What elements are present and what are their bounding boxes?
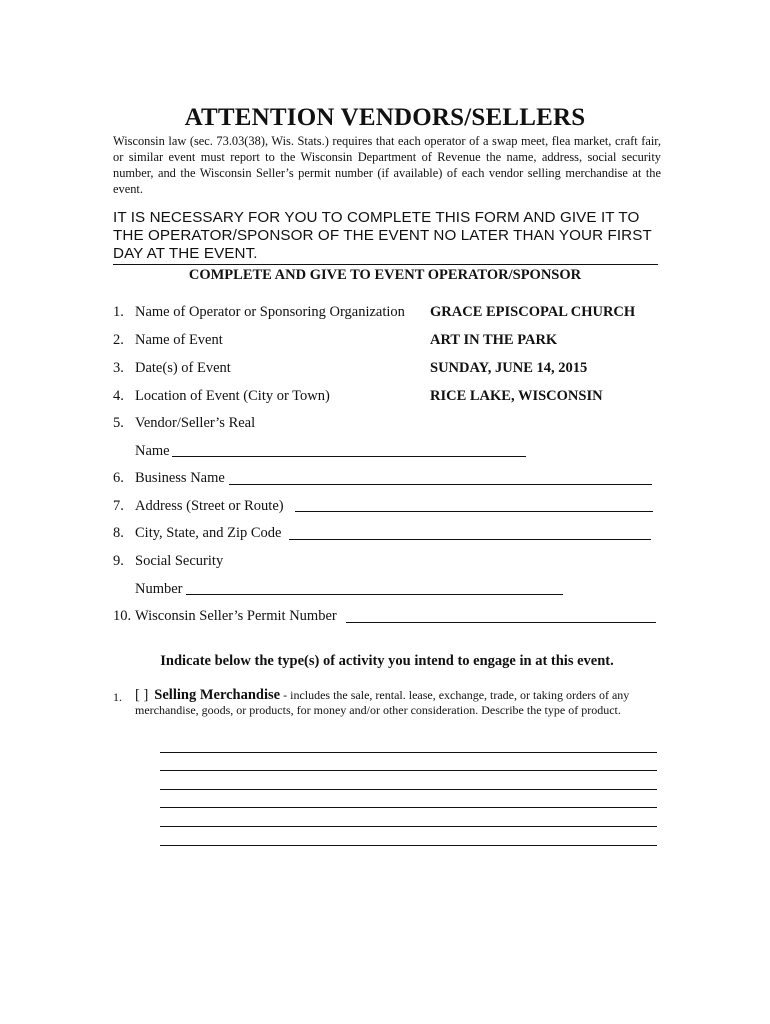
field-continuation-label: Number <box>135 581 183 597</box>
field-number: 6. <box>113 470 124 486</box>
field-event-dates <box>113 358 588 378</box>
activity-number: 1. <box>113 690 122 704</box>
field-number: 4. <box>113 388 124 404</box>
field-number: 1. <box>113 304 124 320</box>
field-label: Date(s) of Event <box>135 360 231 376</box>
field-label: City, State, and Zip Code <box>135 525 282 541</box>
field-value-event-name: ART IN THE PARK <box>430 332 558 348</box>
field-continuation-label: Name <box>135 443 170 459</box>
activity-description: - includes the sale, rental. lease, exchange, trade, or taking orders of any merchandise, goods, or products, for money and/or other consideration. Describe the type of product. <box>135 688 630 717</box>
field-number: 3. <box>113 360 124 376</box>
field-number: 5. <box>113 415 124 431</box>
field-vendor-name <box>113 413 255 433</box>
product-description-line[interactable] <box>160 826 657 827</box>
field-label: Business Name <box>135 470 225 486</box>
field-label: Vendor/Seller’s Real <box>135 415 256 431</box>
city-state-zip-blank[interactable] <box>289 539 651 540</box>
field-label: Address (Street or Route) <box>135 498 284 514</box>
section-divider <box>113 264 658 265</box>
field-number: 8. <box>113 525 124 541</box>
field-operator <box>113 302 636 322</box>
product-description-line[interactable] <box>160 807 657 808</box>
product-description-line[interactable] <box>160 845 657 846</box>
field-number: 7. <box>113 498 124 514</box>
field-value-event-dates: SUNDAY, JUNE 14, 2015 <box>430 360 588 376</box>
field-label: Name of Event <box>135 332 223 348</box>
field-number: 10. <box>113 608 132 624</box>
notice-paragraph: IT IS NECESSARY FOR YOU TO COMPLETE THIS FORM AND GIVE IT TO THE OPERATOR/SPONSOR OF THE EVENT NO LATER THAN YOUR FIRST DAY AT THE EVENT. <box>113 209 652 262</box>
field-city-state-zip <box>113 523 281 543</box>
field-value-operator: GRACE EPISCOPAL CHURCH <box>430 304 636 320</box>
product-description-line[interactable] <box>160 789 657 790</box>
field-event-location <box>113 386 603 406</box>
activity-item <box>113 688 653 718</box>
field-label: Social Security <box>135 553 224 569</box>
ssn-blank[interactable] <box>186 594 563 595</box>
intro-paragraph: Wisconsin law (sec. 73.03(38), Wis. Stats.) requires that each operator of a swap meet, flea market, craft fair, or similar event must report to the Wisconsin Department of Revenue the name, address, social security number, and the Wisconsin Seller’s permit number (if available) of each vendor selling merchandise at the event. <box>113 134 661 196</box>
activity-checkbox[interactable]: [ ] <box>135 687 149 703</box>
sellers-permit-blank[interactable] <box>346 622 656 623</box>
field-label: Name of Operator or Sponsoring Organization <box>135 304 405 320</box>
field-number: 2. <box>113 332 124 348</box>
field-ssn <box>113 551 223 571</box>
field-business-name <box>113 468 225 488</box>
product-description-line[interactable] <box>160 752 657 753</box>
address-blank[interactable] <box>295 511 653 512</box>
field-label: Wisconsin Seller’s Permit Number <box>135 608 337 624</box>
field-number: 9. <box>113 553 124 569</box>
field-address <box>113 496 284 516</box>
business-name-blank[interactable] <box>229 484 652 485</box>
activity-title: Selling Merchandise <box>154 687 281 703</box>
field-value-event-location: RICE LAKE, WISCONSIN <box>430 388 603 404</box>
activity-body <box>135 688 653 718</box>
form-title: ATTENTION VENDORS/SELLERS <box>184 104 586 131</box>
field-event-name <box>113 330 558 350</box>
vendor-name-blank[interactable] <box>172 456 526 457</box>
field-label: Location of Event (City or Town) <box>135 388 330 404</box>
product-description-line[interactable] <box>160 770 657 771</box>
activity-heading: Indicate below the type(s) of activity you intend to engage in at this event. <box>160 653 614 669</box>
form-subtitle: COMPLETE AND GIVE TO EVENT OPERATOR/SPONSOR <box>188 267 582 283</box>
field-sellers-permit <box>113 606 337 626</box>
